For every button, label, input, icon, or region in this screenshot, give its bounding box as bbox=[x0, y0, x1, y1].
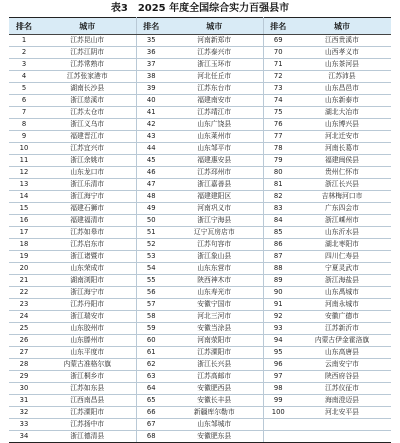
table-row bbox=[9, 71, 391, 83]
city-cell: 河南巩义市 bbox=[166, 203, 263, 215]
rank-cell: 32 bbox=[9, 407, 39, 419]
table-row bbox=[9, 239, 391, 251]
rank-cell: 28 bbox=[9, 359, 39, 371]
table-row bbox=[9, 371, 391, 383]
city-cell: 河南长葛市 bbox=[293, 143, 391, 155]
city-cell: 浙江德清县 bbox=[39, 431, 136, 443]
city-cell: 江苏如皋市 bbox=[39, 227, 136, 239]
city-cell: 福建晋江市 bbox=[39, 131, 136, 143]
table-row bbox=[9, 35, 391, 47]
city-cell: 海南澄迈县 bbox=[293, 395, 391, 407]
city-cell: 四川仁寿县 bbox=[293, 251, 391, 263]
rank-cell: 61 bbox=[136, 347, 166, 359]
rank-cell: 38 bbox=[136, 71, 166, 83]
rank-cell: 33 bbox=[9, 419, 39, 431]
rank-cell: 86 bbox=[263, 239, 293, 251]
column-header-city: 城市 bbox=[166, 18, 263, 35]
table-caption bbox=[0, 0, 400, 17]
table-row bbox=[9, 431, 391, 443]
table-row bbox=[9, 335, 391, 347]
city-cell: 陕西神木市 bbox=[166, 275, 263, 287]
rank-cell: 96 bbox=[263, 359, 293, 371]
rank-cell: 95 bbox=[263, 347, 293, 359]
rank-cell: 77 bbox=[263, 131, 293, 143]
rank-cell: 3 bbox=[9, 59, 39, 71]
city-cell: 安徽肥东县 bbox=[166, 431, 263, 443]
rank-cell: 35 bbox=[136, 35, 166, 47]
rank-cell: 16 bbox=[9, 215, 39, 227]
rank-cell: 69 bbox=[263, 35, 293, 47]
city-cell: 浙江义乌市 bbox=[39, 119, 136, 131]
city-cell: 浙江瑞安市 bbox=[39, 311, 136, 323]
table-row bbox=[9, 167, 391, 179]
city-cell: 浙江余姚市 bbox=[39, 155, 136, 167]
city-cell: 安徽当涂县 bbox=[166, 323, 263, 335]
rank-cell: 83 bbox=[263, 203, 293, 215]
city-cell: 河南永城市 bbox=[293, 299, 391, 311]
city-cell: 山东寿光市 bbox=[166, 287, 263, 299]
table-row bbox=[9, 131, 391, 143]
city-cell: 山东茶河县 bbox=[293, 59, 391, 71]
rank-cell: 90 bbox=[263, 287, 293, 299]
rank-cell: 85 bbox=[263, 227, 293, 239]
city-cell: 湖北枣阳市 bbox=[293, 239, 391, 251]
column-header-rank: 排名 bbox=[136, 18, 166, 35]
city-cell: 河南荥阳市 bbox=[166, 335, 263, 347]
column-header-rank: 排名 bbox=[9, 18, 39, 35]
city-cell: 广东四会市 bbox=[293, 203, 391, 215]
city-cell: 浙江长兴县 bbox=[166, 359, 263, 371]
rank-cell: 91 bbox=[263, 299, 293, 311]
rank-cell: 72 bbox=[263, 71, 293, 83]
rank-cell: 15 bbox=[9, 203, 39, 215]
city-cell: 江苏溧阳市 bbox=[39, 407, 136, 419]
table-row bbox=[9, 47, 391, 59]
city-cell: 山东新泰市 bbox=[293, 95, 391, 107]
city-cell: 江苏泰兴市 bbox=[166, 47, 263, 59]
rank-cell: 6 bbox=[9, 95, 39, 107]
column-header-rank: 排名 bbox=[263, 18, 293, 35]
city-cell: 山东胶州市 bbox=[39, 323, 136, 335]
city-cell: 江苏启东市 bbox=[39, 239, 136, 251]
rank-cell: 25 bbox=[9, 323, 39, 335]
city-cell: 浙江乐清市 bbox=[39, 179, 136, 191]
city-cell: 浙江海盐县 bbox=[293, 275, 391, 287]
table-row bbox=[9, 191, 391, 203]
city-cell: 山东邹平市 bbox=[166, 143, 263, 155]
city-cell: 浙江海宁市 bbox=[39, 191, 136, 203]
city-cell: 江苏江阴市 bbox=[39, 47, 136, 59]
table-row bbox=[9, 227, 391, 239]
city-cell: 江苏句容市 bbox=[166, 239, 263, 251]
rank-cell: 58 bbox=[136, 311, 166, 323]
rank-cell: 66 bbox=[136, 407, 166, 419]
rank-cell: 57 bbox=[136, 299, 166, 311]
city-cell: 山东滕州市 bbox=[39, 335, 136, 347]
city-cell: 浙江嘉善县 bbox=[166, 179, 263, 191]
table-row bbox=[9, 311, 391, 323]
city-cell: 江苏张家港市 bbox=[39, 71, 136, 83]
city-cell: 内蒙古伊金霍洛旗 bbox=[293, 335, 391, 347]
rank-cell: 14 bbox=[9, 191, 39, 203]
city-cell: 浙江慈溪市 bbox=[39, 95, 136, 107]
rank-cell: 67 bbox=[136, 419, 166, 431]
table-row bbox=[9, 323, 391, 335]
rank-cell: 22 bbox=[9, 287, 39, 299]
rank-cell: 23 bbox=[9, 299, 39, 311]
rank-cell: 51 bbox=[136, 227, 166, 239]
table-row bbox=[9, 143, 391, 155]
rank-cell: 10 bbox=[9, 143, 39, 155]
city-cell: 江苏溧阳市 bbox=[166, 347, 263, 359]
table-body bbox=[9, 35, 391, 443]
rank-cell: 43 bbox=[136, 131, 166, 143]
city-cell: 湖北大冶市 bbox=[293, 107, 391, 119]
rank-cell: 100 bbox=[263, 407, 293, 419]
city-cell: 安徽长丰县 bbox=[166, 395, 263, 407]
table-row bbox=[9, 107, 391, 119]
column-header-city: 城市 bbox=[293, 18, 391, 35]
rank-cell: 41 bbox=[136, 107, 166, 119]
city-cell: 宁夏灵武市 bbox=[293, 263, 391, 275]
rank-cell: 11 bbox=[9, 155, 39, 167]
city-cell: 山东沂水县 bbox=[293, 227, 391, 239]
city-cell: 山东高唐县 bbox=[293, 347, 391, 359]
city-cell: 江苏昆山市 bbox=[39, 35, 136, 47]
city-cell: 江苏太仓市 bbox=[39, 107, 136, 119]
rank-cell: 50 bbox=[136, 215, 166, 227]
rank-cell: 45 bbox=[136, 155, 166, 167]
rank-cell: 39 bbox=[136, 83, 166, 95]
city-cell: 福建福清市 bbox=[39, 215, 136, 227]
rank-cell: 54 bbox=[136, 263, 166, 275]
rank-cell: 31 bbox=[9, 395, 39, 407]
city-cell: 江苏扬中市 bbox=[39, 419, 136, 431]
rank-cell: 76 bbox=[263, 119, 293, 131]
rank-cell: 82 bbox=[263, 191, 293, 203]
city-cell: 山东邹城市 bbox=[166, 419, 263, 431]
city-cell: 山西孝义市 bbox=[293, 47, 391, 59]
city-cell: 云南安宁市 bbox=[293, 359, 391, 371]
rank-cell: 5 bbox=[9, 83, 39, 95]
city-cell: 江苏丹阳市 bbox=[39, 299, 136, 311]
rank-cell: 97 bbox=[263, 371, 293, 383]
table-row bbox=[9, 383, 391, 395]
rank-cell: 13 bbox=[9, 179, 39, 191]
city-cell: 河北三河市 bbox=[166, 311, 263, 323]
rank-cell: 53 bbox=[136, 251, 166, 263]
table-row bbox=[9, 263, 391, 275]
rank-cell: 73 bbox=[263, 83, 293, 95]
city-cell: 江西南昌县 bbox=[39, 395, 136, 407]
table-row bbox=[9, 179, 391, 191]
city-cell: 浙江海宁市 bbox=[39, 287, 136, 299]
rank-cell: 80 bbox=[263, 167, 293, 179]
table-row bbox=[9, 419, 391, 431]
rank-cell bbox=[263, 419, 293, 431]
city-cell: 新疆库尔勒市 bbox=[166, 407, 263, 419]
rank-cell: 37 bbox=[136, 59, 166, 71]
rank-cell: 63 bbox=[136, 371, 166, 383]
city-cell: 浙江嵊州市 bbox=[293, 215, 391, 227]
rank-cell: 71 bbox=[263, 59, 293, 71]
rank-cell: 27 bbox=[9, 347, 39, 359]
city-cell: 吉林梅河口市 bbox=[293, 191, 391, 203]
rank-cell: 36 bbox=[136, 47, 166, 59]
rank-cell: 34 bbox=[9, 431, 39, 443]
city-cell: 江苏高邮市 bbox=[166, 371, 263, 383]
city-cell: 贵州仁怀市 bbox=[293, 167, 391, 179]
city-cell: 江苏仪征市 bbox=[293, 383, 391, 395]
rank-cell: 79 bbox=[263, 155, 293, 167]
city-cell: 山东荣成市 bbox=[39, 263, 136, 275]
city-cell: 河南新郑市 bbox=[166, 35, 263, 47]
rank-cell bbox=[263, 431, 293, 443]
rank-cell: 92 bbox=[263, 311, 293, 323]
table-header-row bbox=[9, 18, 391, 35]
table-row bbox=[9, 59, 391, 71]
rank-cell: 48 bbox=[136, 191, 166, 203]
city-cell bbox=[293, 431, 391, 443]
rank-cell: 46 bbox=[136, 167, 166, 179]
city-cell: 安徽肥西县 bbox=[166, 383, 263, 395]
table-row bbox=[9, 215, 391, 227]
rank-cell: 65 bbox=[136, 395, 166, 407]
city-cell: 福建建阳区 bbox=[166, 191, 263, 203]
city-cell: 浙江宁海县 bbox=[166, 215, 263, 227]
rank-cell: 19 bbox=[9, 251, 39, 263]
rank-cell: 24 bbox=[9, 311, 39, 323]
rank-cell: 70 bbox=[263, 47, 293, 59]
city-cell: 江西贵溪市 bbox=[293, 35, 391, 47]
table-row bbox=[9, 155, 391, 167]
city-cell bbox=[293, 419, 391, 431]
table-row bbox=[9, 83, 391, 95]
rank-cell: 59 bbox=[136, 323, 166, 335]
rank-cell: 4 bbox=[9, 71, 39, 83]
city-cell: 福建南安市 bbox=[166, 95, 263, 107]
table-row bbox=[9, 299, 391, 311]
rank-cell: 62 bbox=[136, 359, 166, 371]
city-cell: 福建惠安县 bbox=[166, 155, 263, 167]
city-cell: 福建闽侯县 bbox=[293, 155, 391, 167]
city-cell: 江苏沛县 bbox=[293, 71, 391, 83]
city-cell: 江苏如东县 bbox=[39, 383, 136, 395]
rank-cell: 52 bbox=[136, 239, 166, 251]
rank-cell: 68 bbox=[136, 431, 166, 443]
rank-cell: 81 bbox=[263, 179, 293, 191]
rank-cell: 12 bbox=[9, 167, 39, 179]
table-row bbox=[9, 95, 391, 107]
table-row bbox=[9, 119, 391, 131]
city-cell: 山东平度市 bbox=[39, 347, 136, 359]
rank-cell: 89 bbox=[263, 275, 293, 287]
city-cell: 山东博兴县 bbox=[293, 119, 391, 131]
rank-cell: 55 bbox=[136, 275, 166, 287]
city-cell: 辽宁瓦房店市 bbox=[166, 227, 263, 239]
rank-cell: 99 bbox=[263, 395, 293, 407]
rank-cell: 47 bbox=[136, 179, 166, 191]
rank-cell: 20 bbox=[9, 263, 39, 275]
rank-cell: 8 bbox=[9, 119, 39, 131]
city-cell: 山东昌邑市 bbox=[293, 83, 391, 95]
table-row bbox=[9, 407, 391, 419]
rank-cell: 74 bbox=[263, 95, 293, 107]
city-cell: 山东广饶县 bbox=[166, 119, 263, 131]
city-cell: 浙江玉环市 bbox=[166, 59, 263, 71]
rank-cell: 93 bbox=[263, 323, 293, 335]
rank-cell: 2 bbox=[9, 47, 39, 59]
rank-cell: 88 bbox=[263, 263, 293, 275]
city-cell: 浙江象山县 bbox=[166, 251, 263, 263]
city-cell: 陕西府谷县 bbox=[293, 371, 391, 383]
table-row bbox=[9, 359, 391, 371]
city-cell: 河北任丘市 bbox=[166, 71, 263, 83]
rank-cell: 87 bbox=[263, 251, 293, 263]
rank-cell: 84 bbox=[263, 215, 293, 227]
city-cell: 江苏邳州市 bbox=[166, 167, 263, 179]
city-cell: 山东龙口市 bbox=[39, 167, 136, 179]
table-row bbox=[9, 251, 391, 263]
table-row bbox=[9, 275, 391, 287]
city-cell: 河北迁安市 bbox=[293, 131, 391, 143]
rank-cell: 7 bbox=[9, 107, 39, 119]
city-cell: 安徽广德市 bbox=[293, 311, 391, 323]
rank-cell: 21 bbox=[9, 275, 39, 287]
city-cell: 江苏常熟市 bbox=[39, 59, 136, 71]
rank-cell: 9 bbox=[9, 131, 39, 143]
rank-cell: 29 bbox=[9, 371, 39, 383]
rank-cell: 26 bbox=[9, 335, 39, 347]
rank-cell: 1 bbox=[9, 35, 39, 47]
rank-cell: 42 bbox=[136, 119, 166, 131]
rank-cell: 60 bbox=[136, 335, 166, 347]
city-cell: 浙江长兴县 bbox=[293, 179, 391, 191]
rank-cell: 94 bbox=[263, 335, 293, 347]
city-cell: 福建石狮市 bbox=[39, 203, 136, 215]
city-cell: 江苏宜兴市 bbox=[39, 143, 136, 155]
city-cell: 内蒙古准格尔旗 bbox=[39, 359, 136, 371]
city-cell: 山东禹城市 bbox=[293, 287, 391, 299]
rank-cell: 78 bbox=[263, 143, 293, 155]
table-title: 2025 年度全国综合实力百强县市 bbox=[137, 3, 290, 14]
table-row bbox=[9, 347, 391, 359]
city-cell: 江苏靖江市 bbox=[166, 107, 263, 119]
city-cell: 湖南浏阳市 bbox=[39, 275, 136, 287]
city-cell: 河北安平县 bbox=[293, 407, 391, 419]
city-cell: 安徽宁国市 bbox=[166, 299, 263, 311]
rank-cell: 64 bbox=[136, 383, 166, 395]
rank-cell: 30 bbox=[9, 383, 39, 395]
rank-cell: 44 bbox=[136, 143, 166, 155]
table-row bbox=[9, 203, 391, 215]
table-row bbox=[9, 287, 391, 299]
city-cell: 江苏东台市 bbox=[166, 83, 263, 95]
city-cell: 山东东营市 bbox=[166, 263, 263, 275]
rank-cell: 49 bbox=[136, 203, 166, 215]
city-cell: 浙江桐乡市 bbox=[39, 371, 136, 383]
rank-cell: 17 bbox=[9, 227, 39, 239]
city-cell: 浙江诸暨市 bbox=[39, 251, 136, 263]
rank-cell: 40 bbox=[136, 95, 166, 107]
city-cell: 江苏新沂市 bbox=[293, 323, 391, 335]
city-cell: 山东莱州市 bbox=[166, 131, 263, 143]
table-number: 表3 bbox=[110, 3, 128, 14]
rank-cell: 56 bbox=[136, 287, 166, 299]
ranking-table bbox=[9, 17, 391, 443]
rank-cell: 75 bbox=[263, 107, 293, 119]
column-header-city: 城市 bbox=[39, 18, 136, 35]
rank-cell: 98 bbox=[263, 383, 293, 395]
rank-cell: 18 bbox=[9, 239, 39, 251]
city-cell: 湖南长沙县 bbox=[39, 83, 136, 95]
